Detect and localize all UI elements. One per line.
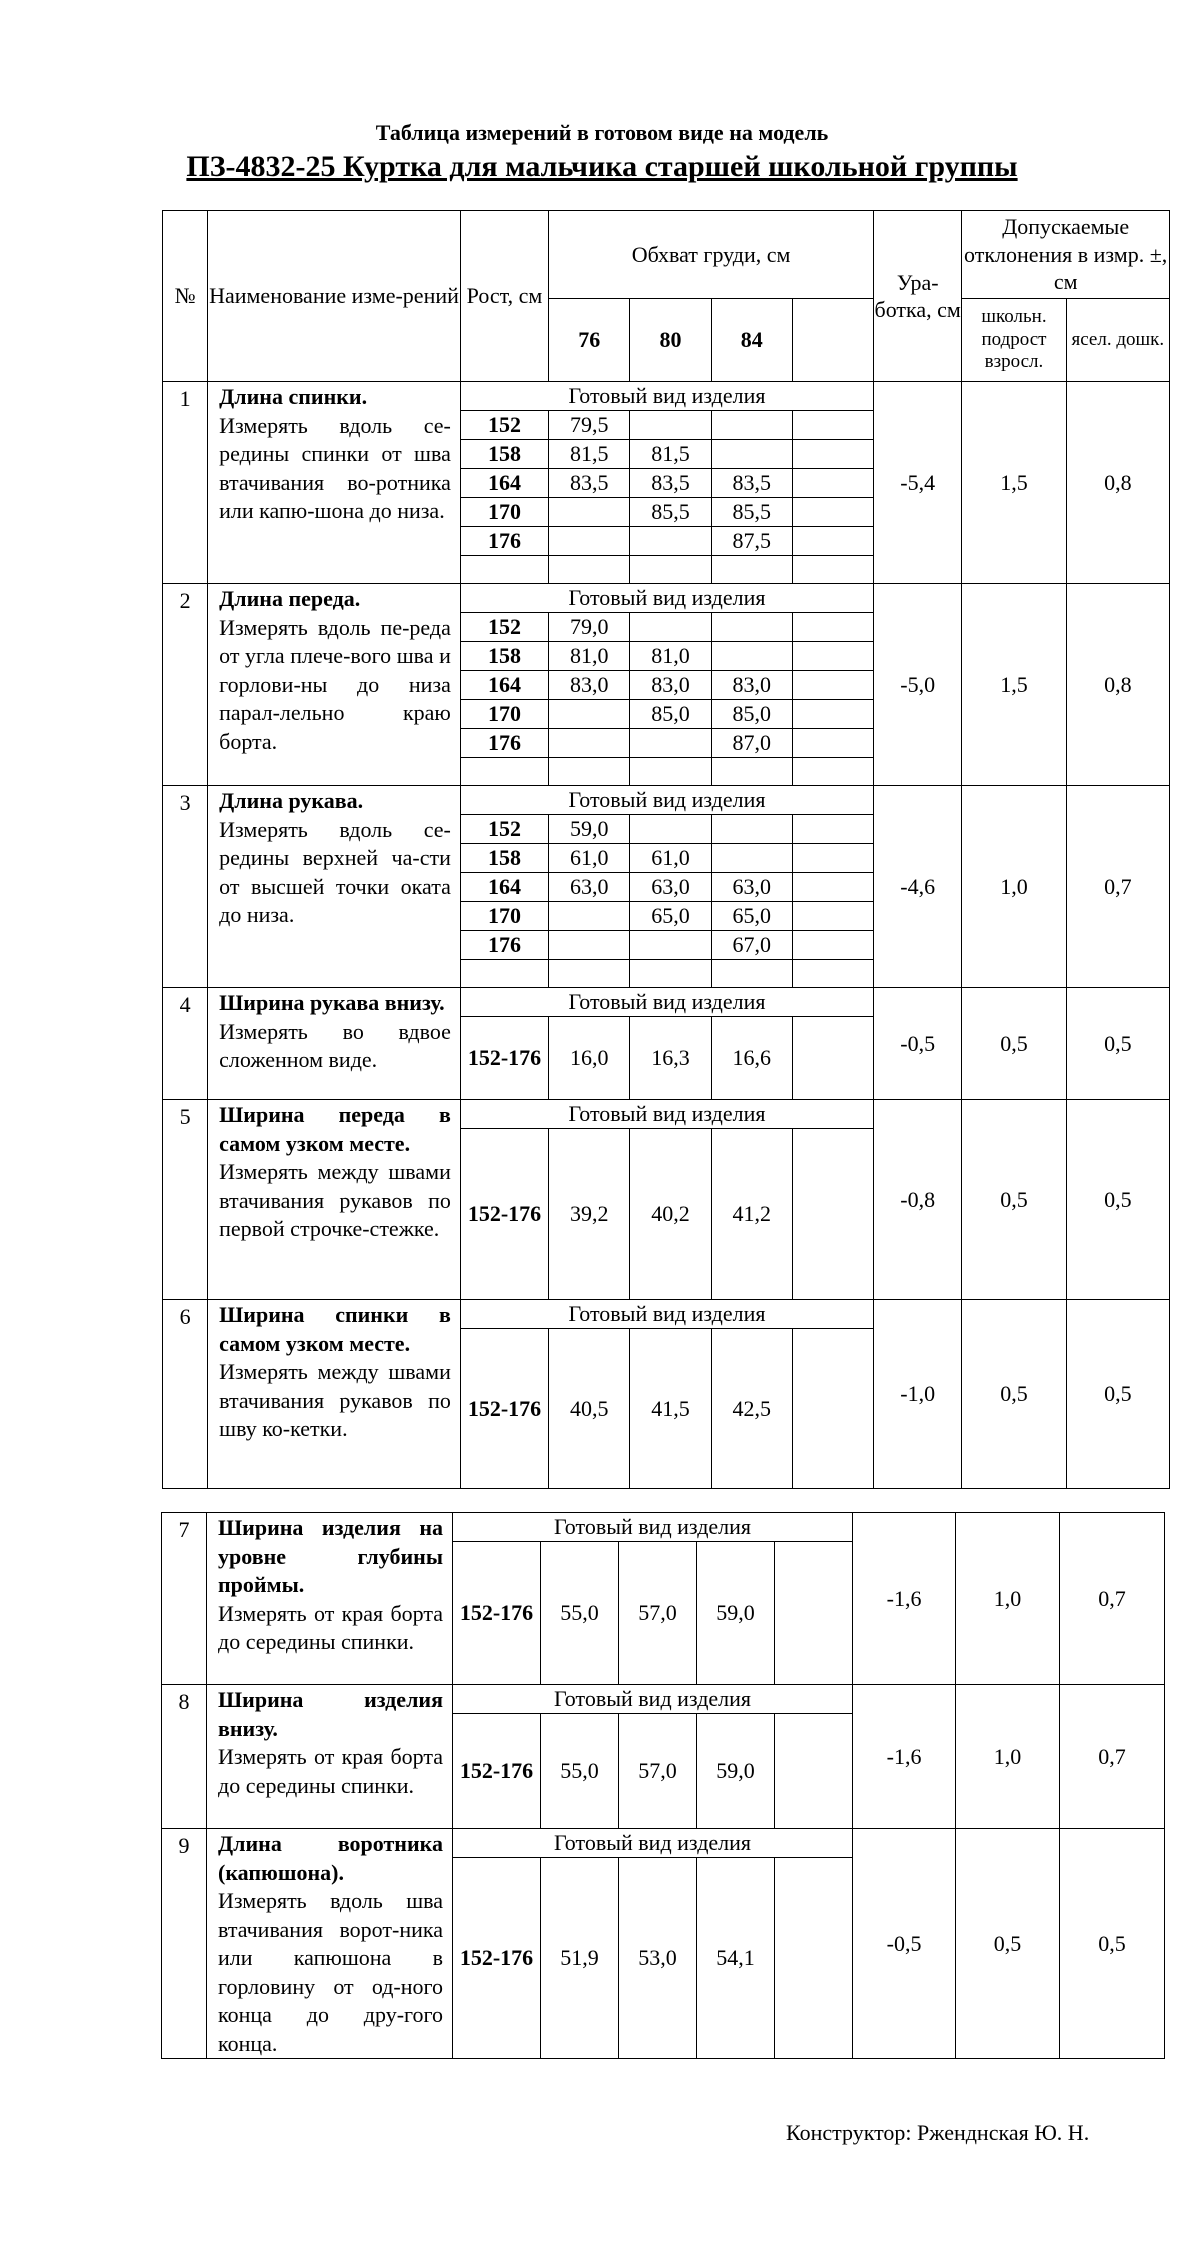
height-cell: 164 [460,671,548,700]
value-cell [549,902,630,931]
value-cell: 65,0 [711,902,792,931]
measurement-name: Ширина переда в самом узком месте. [219,1102,451,1156]
height-cell: 152 [460,815,548,844]
value-cell: 16,3 [630,1017,711,1100]
chest-size-76: 76 [549,299,630,382]
value-cell: 53,0 [619,1858,697,2059]
shrink-value: -1,0 [874,1300,962,1489]
value-cell: 85,5 [630,498,711,527]
height-cell: 152-176 [460,1017,548,1100]
measurement-instructions: Измерять во вдвое сложенном виде. [219,1018,451,1072]
value-cell: 81,5 [549,440,630,469]
height-cell: 170 [460,902,548,931]
model-title: ПЗ-4832-25 Куртка для мальчика старшей школьной группы [186,150,1018,183]
header-shrink: Ура-ботка, см [874,211,962,382]
value-cell [792,498,873,527]
tolerance-nursery-value: 0,5 [1066,1100,1169,1300]
table-row [163,382,1170,411]
value-cell [630,527,711,556]
measurement-description [207,1513,453,1685]
measurement-instructions: Измерять вдоль пе-реда от угла плече-вого шва и горлови-ны до низа парал-лельно краю борта. [219,614,451,754]
tolerance-nursery-value: 0,5 [1066,1300,1169,1489]
shrink-value: -1,6 [853,1513,956,1685]
shrink-value: -1,6 [853,1685,956,1829]
height-cell: 152-176 [460,1129,548,1300]
value-cell [711,642,792,671]
value-cell [792,642,873,671]
header-number: № [163,211,208,382]
value-cell: 40,5 [549,1329,630,1489]
value-cell: 59,0 [697,1542,775,1685]
value-cell [775,1714,853,1829]
tolerance-school-value: 1,0 [962,786,1066,988]
value-cell [711,844,792,873]
value-cell: 79,0 [549,613,630,642]
value-cell [630,960,711,988]
value-cell [630,931,711,960]
row-number: 3 [163,786,208,988]
value-cell: 54,1 [697,1858,775,2059]
value-cell: 79,5 [549,411,630,440]
tolerance-nursery-value: 0,8 [1066,382,1169,584]
row-number: 2 [163,584,208,786]
finished-view-label: Готовый вид изделия [460,988,873,1017]
finished-view-label: Готовый вид изделия [460,786,873,815]
value-cell: 83,5 [711,469,792,498]
shrink-value: -0,8 [874,1100,962,1300]
value-cell [630,758,711,786]
value-cell [792,527,873,556]
value-cell [711,411,792,440]
table-row [163,584,1170,613]
tolerance-nursery-value: 0,7 [1066,786,1169,988]
value-cell: 63,0 [711,873,792,902]
table-row [162,1829,1165,1858]
value-cell [792,1017,873,1100]
measurements-table-page-2 [161,1512,1165,2059]
height-cell [460,556,548,584]
value-cell: 85,5 [711,498,792,527]
measurement-instructions: Измерять от края борта до середины спинки. [218,1600,443,1654]
value-cell: 83,0 [711,671,792,700]
value-cell: 51,9 [541,1858,619,2059]
value-cell: 63,0 [630,873,711,902]
height-cell: 164 [460,873,548,902]
constructor-signature: Конструктор: Рженднская Ю. Н. [786,2120,1090,2145]
measurement-instructions: Измерять между швами втачивания рукавов по первой строчке-стежке. [219,1159,451,1241]
height-cell: 152-176 [453,1714,541,1829]
value-cell [792,613,873,642]
value-cell [792,960,873,988]
value-cell [711,960,792,988]
value-cell [549,758,630,786]
value-cell [711,758,792,786]
measurement-description [208,1300,461,1489]
value-cell [549,556,630,584]
value-cell [775,1542,853,1685]
height-cell: 152 [460,411,548,440]
chest-size-80: 80 [630,299,711,382]
value-cell [711,556,792,584]
measurement-instructions: Измерять вдоль се-редины верхней ча-сти от высшей точки оката до низа. [219,816,451,927]
value-cell [711,613,792,642]
value-cell [792,700,873,729]
value-cell: 41,2 [711,1129,792,1300]
tolerance-school-value: 1,5 [962,382,1066,584]
value-cell [630,411,711,440]
measurements-table-page-1 [162,210,1170,1489]
height-cell: 152-176 [460,1329,548,1489]
header-name: Наименование изме-рений [208,211,461,382]
header-height: Рост, см [460,211,548,382]
row-number: 6 [163,1300,208,1489]
height-cell: 158 [460,844,548,873]
value-cell [792,758,873,786]
value-cell [792,729,873,758]
measurement-name: Длина воротника (капюшона). [218,1831,443,1885]
finished-view-label: Готовый вид изделия [453,1685,853,1714]
finished-view-label: Готовый вид изделия [460,1300,873,1329]
value-cell [792,844,873,873]
measurement-description [208,584,461,786]
tolerance-nursery-value: 0,8 [1066,584,1169,786]
value-cell [792,440,873,469]
measurement-instructions: Измерять вдоль шва втачивания ворот-ника или капюшона в горловину от од-ного конца до дру-гого конца. [218,1888,443,2056]
table-caption: Таблица измерений в готовом виде на модель [375,120,829,145]
value-cell: 81,5 [630,440,711,469]
value-cell: 16,6 [711,1017,792,1100]
measurement-name: Длина переда. [219,586,361,611]
value-cell [792,671,873,700]
table-row [163,1100,1170,1129]
tolerance-school-value: 0,5 [956,1829,1060,2059]
value-cell: 55,0 [541,1542,619,1685]
row-number: 5 [163,1100,208,1300]
value-cell: 16,0 [549,1017,630,1100]
height-cell: 158 [460,440,548,469]
value-cell [630,613,711,642]
value-cell [630,729,711,758]
value-cell: 83,5 [549,469,630,498]
value-cell: 61,0 [549,844,630,873]
table-row [163,786,1170,815]
shrink-value: -0,5 [853,1829,956,2059]
height-cell [460,960,548,988]
shrink-value: -4,6 [874,786,962,988]
value-cell [792,1129,873,1300]
tolerance-school-value: 0,5 [962,988,1066,1100]
finished-view-label: Готовый вид изделия [460,1100,873,1129]
value-cell: 59,0 [697,1714,775,1829]
tolerance-school-value: 1,5 [962,584,1066,786]
value-cell: 83,5 [630,469,711,498]
height-cell: 164 [460,469,548,498]
value-cell [711,815,792,844]
value-cell: 65,0 [630,902,711,931]
height-cell: 152-176 [453,1858,541,2059]
value-cell: 87,5 [711,527,792,556]
measurement-description [208,1100,461,1300]
shrink-value: -0,5 [874,988,962,1100]
measurement-description [208,382,461,584]
header-tolerance: Допускаемые отклонения в измр. ±, см [962,211,1170,299]
tolerance-nursery-value: 0,5 [1060,1829,1165,2059]
value-cell [792,815,873,844]
value-cell: 67,0 [711,931,792,960]
value-cell [775,1858,853,2059]
measurement-instructions: Измерять от края борта до середины спинки. [218,1744,443,1798]
height-cell [460,758,548,786]
table-row [162,1685,1165,1714]
measurement-description [207,1685,453,1829]
value-cell [549,700,630,729]
value-cell [549,960,630,988]
value-cell: 81,0 [630,642,711,671]
measurement-name: Ширина спинки в самом узком месте. [219,1302,451,1356]
row-number: 1 [163,382,208,584]
value-cell [549,527,630,556]
tolerance-school-value: 1,0 [956,1685,1060,1829]
height-cell: 152-176 [453,1542,541,1685]
value-cell [711,440,792,469]
row-number: 8 [162,1685,207,1829]
value-cell: 57,0 [619,1542,697,1685]
value-cell: 85,0 [630,700,711,729]
value-cell: 41,5 [630,1329,711,1489]
value-cell: 40,2 [630,1129,711,1300]
value-cell [792,873,873,902]
height-cell: 152 [460,613,548,642]
value-cell [549,931,630,960]
value-cell: 55,0 [541,1714,619,1829]
measurement-name: Длина рукава. [219,788,364,813]
height-cell: 176 [460,931,548,960]
chest-size-empty [792,299,873,382]
measurement-name: Ширина изделия внизу. [218,1687,443,1741]
value-cell: 59,0 [549,815,630,844]
value-cell [792,556,873,584]
tolerance-school-value: 0,5 [962,1100,1066,1300]
height-cell: 170 [460,498,548,527]
header-tol-nursery: ясел. дошк. [1066,299,1169,382]
tolerance-nursery-value: 0,5 [1066,988,1169,1100]
value-cell: 63,0 [549,873,630,902]
measurement-name: Длина спинки. [219,384,368,409]
finished-view-label: Готовый вид изделия [453,1829,853,1858]
measurement-instructions: Измерять между швами втачивания рукавов по шву ко-кетки. [219,1359,451,1441]
value-cell [630,556,711,584]
value-cell [549,498,630,527]
measurement-description [207,1829,453,2059]
value-cell [792,902,873,931]
value-cell [792,931,873,960]
shrink-value: -5,0 [874,584,962,786]
finished-view-label: Готовый вид изделия [460,584,873,613]
measurement-description [208,988,461,1100]
value-cell: 57,0 [619,1714,697,1829]
height-cell: 170 [460,700,548,729]
value-cell [792,1329,873,1489]
header-tol-school: школьн. подрост взросл. [962,299,1066,382]
tolerance-school-value: 1,0 [956,1513,1060,1685]
value-cell: 81,0 [549,642,630,671]
table-row [163,1300,1170,1329]
tolerance-school-value: 0,5 [962,1300,1066,1489]
value-cell: 61,0 [630,844,711,873]
measurement-instructions: Измерять вдоль се-редины спинки от шва втачивания во-ротника или капю-шона до низа. [219,412,451,523]
value-cell [630,815,711,844]
row-number: 7 [162,1513,207,1685]
height-cell: 158 [460,642,548,671]
header-chest: Обхват груди, см [549,211,874,299]
chest-size-84: 84 [711,299,792,382]
value-cell [792,411,873,440]
value-cell: 39,2 [549,1129,630,1300]
value-cell: 42,5 [711,1329,792,1489]
value-cell [549,729,630,758]
measurement-description [208,786,461,988]
row-number: 9 [162,1829,207,2059]
finished-view-label: Готовый вид изделия [460,382,873,411]
value-cell: 83,0 [630,671,711,700]
tolerance-nursery-value: 0,7 [1060,1685,1165,1829]
value-cell: 87,0 [711,729,792,758]
measurement-name: Ширина изделия на уровне глубины проймы. [218,1515,443,1597]
table-row [163,988,1170,1017]
value-cell [792,469,873,498]
tolerance-nursery-value: 0,7 [1060,1513,1165,1685]
shrink-value: -5,4 [874,382,962,584]
value-cell: 83,0 [549,671,630,700]
finished-view-label: Готовый вид изделия [453,1513,853,1542]
value-cell: 85,0 [711,700,792,729]
row-number: 4 [163,988,208,1100]
measurement-name: Ширина рукава внизу. [219,990,445,1015]
height-cell: 176 [460,729,548,758]
height-cell: 176 [460,527,548,556]
table-row [162,1513,1165,1542]
